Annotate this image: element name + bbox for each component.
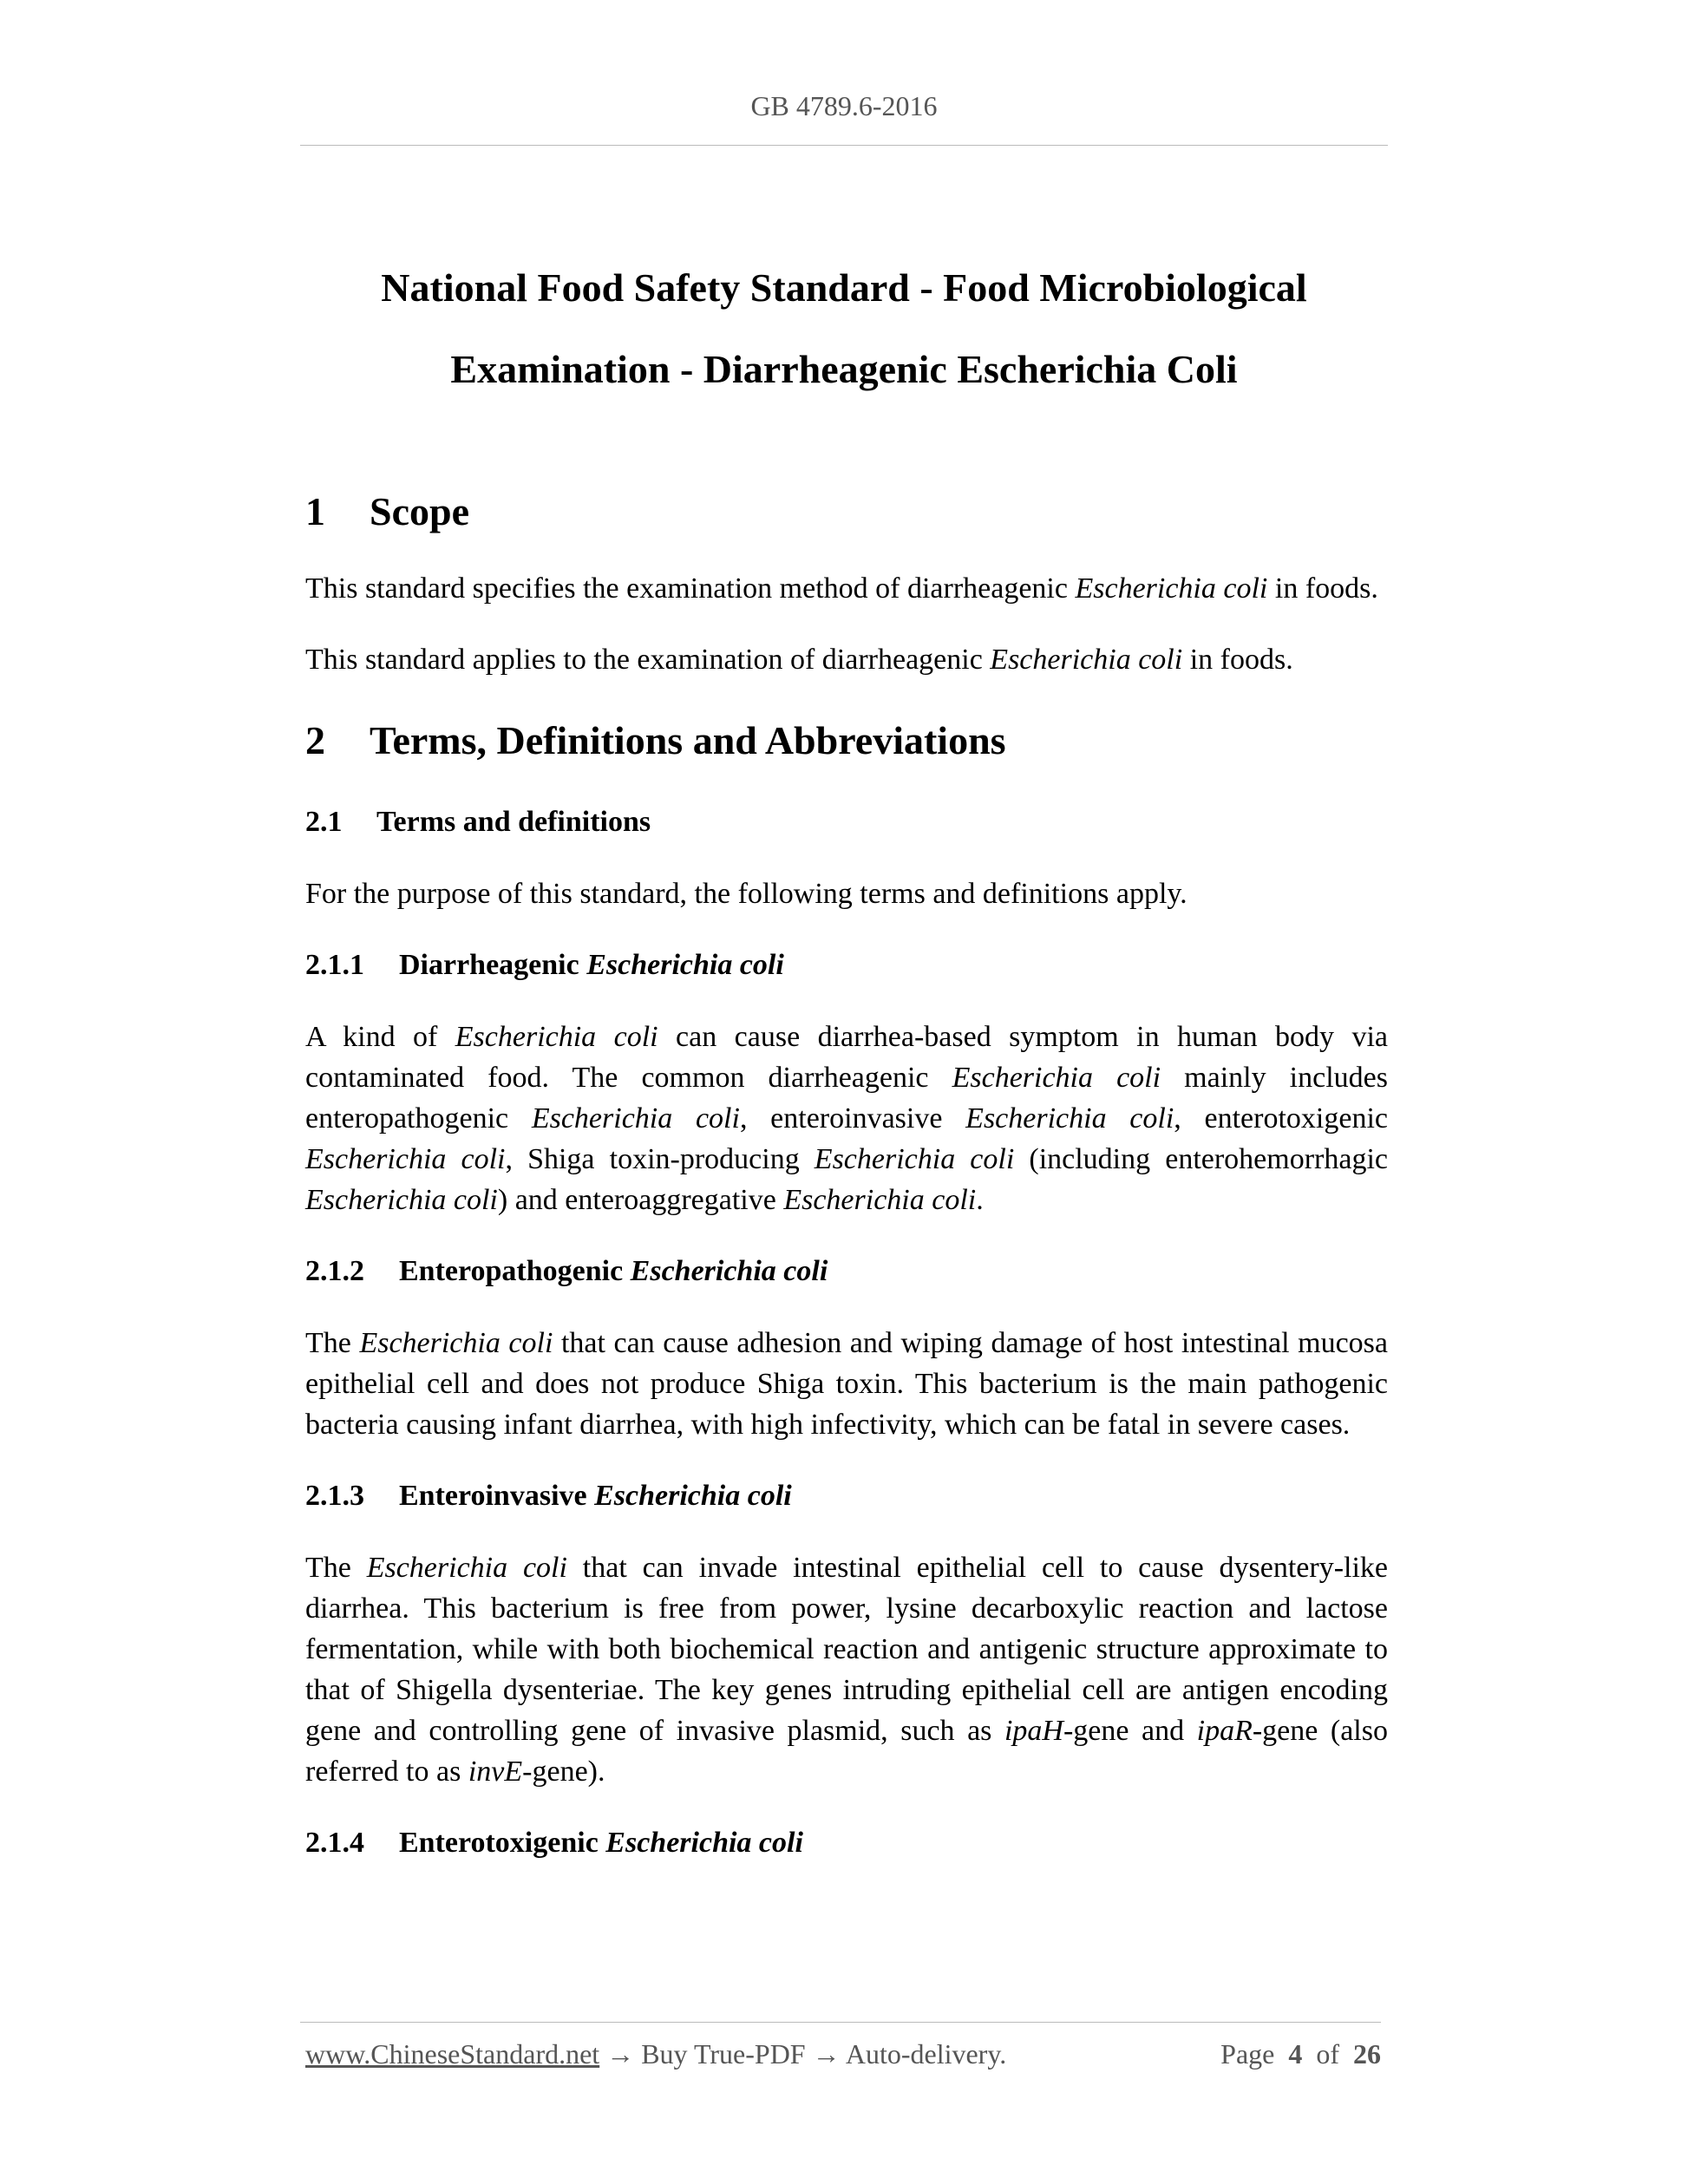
- page-word: Page: [1220, 2038, 1275, 2070]
- document-body: [305, 486, 1388, 1862]
- footer-divider: [300, 2022, 1381, 2023]
- section-2-title: Terms, Definitions and Abbreviations: [370, 718, 1006, 762]
- of-word: of: [1316, 2038, 1339, 2070]
- scope-paragraph-1: This standard specifies the examination method of diarrheagenic Escherichia coli in foods.: [305, 572, 1378, 605]
- term-2-1-3-definition: The Escherichia coli that can invade intestinal epithelial cell to cause dysentery-like diarrhea. This bacterium is free from power, lysine decarboxylic reaction and lactose fermentation, while with both biochemical reaction and antigenic structure approximate to that of Shigella dysenteriae. The key genes intruding epithelial cell are antigen encoding gene and controlling gene of invasive plasmid, such as ipaH-gene and ipaR-gene (also referred to as invE-gene).: [305, 1552, 1389, 1788]
- term-2-1-1-heading: [305, 946, 1388, 984]
- term-2-1-2-number: 2.1.2: [305, 1255, 364, 1287]
- term-2-1-4-number: 2.1.4: [305, 1827, 364, 1859]
- term-2-1-2-definition: The Escherichia coli that can cause adhesion and wiping damage of host intestinal mucosa epithelial cell and does not produce Shiga toxin. This bacterium is the main pathogenic bacteria causing infant diarrhea, with high infectivity, which can be fatal in severe cases.: [305, 1327, 1389, 1441]
- footer-promo: [305, 2038, 1006, 2070]
- term-2-1-3-label: Enteroinvasive Escherichia coli: [399, 1480, 792, 1512]
- terms-intro-paragraph: For the purpose of this standard, the following terms and definitions apply.: [305, 878, 1187, 910]
- term-2-1-1-label: Diarrheagenic Escherichia coli: [399, 949, 784, 981]
- term-2-1-4-label: Enterotoxigenic Escherichia coli: [399, 1827, 803, 1859]
- chinese-standard-link[interactable]: www.ChineseStandard.net: [305, 2038, 600, 2070]
- subsection-2-1-number: 2.1: [305, 806, 343, 838]
- footer-promo-text: → Buy True-PDF → Auto-delivery.: [599, 2038, 1007, 2070]
- section-2-heading: [305, 715, 1388, 767]
- term-2-1-1-number: 2.1.1: [305, 949, 364, 981]
- page-indicator: [1220, 2038, 1381, 2070]
- section-1-heading: [305, 486, 1388, 538]
- title-line-1: National Food Safety Standard - Food Microbiological: [381, 265, 1307, 310]
- section-2-number: 2: [305, 718, 325, 762]
- term-2-1-3-heading: [305, 1477, 1388, 1515]
- page-footer: [305, 2038, 1381, 2070]
- header-divider: [300, 145, 1388, 146]
- document-title: [300, 247, 1388, 410]
- document-header-id: GB 4789.6-2016: [750, 90, 938, 121]
- section-1-number: 1: [305, 489, 325, 533]
- section-1-title: Scope: [370, 489, 469, 533]
- current-page-number: 4: [1288, 2038, 1303, 2070]
- subsection-2-1-heading: [305, 803, 1388, 841]
- term-2-1-4-heading: [305, 1824, 1388, 1862]
- scope-paragraph-2: This standard applies to the examination of diarrheagenic Escherichia coli in foods.: [305, 644, 1293, 676]
- term-2-1-1-definition: A kind of Escherichia coli can cause diarrhea-based symptom in human body via contaminated food. The common diarrheagenic Escherichia coli mainly includes enteropathogenic Escherichia coli, enteroinvasive Escherichia coli, enterotoxigenic Escherichia coli, Shiga toxin-producing Escherichia coli (including enterohemorrhagic Escherichia coli) and enteroaggregative Escherichia coli.: [305, 1021, 1389, 1216]
- total-pages-number: 26: [1353, 2038, 1381, 2070]
- title-line-2: Examination - Diarrheagenic Escherichia Coli: [450, 347, 1238, 391]
- term-2-1-3-number: 2.1.3: [305, 1480, 364, 1512]
- term-2-1-2-label: Enteropathogenic Escherichia coli: [399, 1255, 828, 1287]
- subsection-2-1-title: Terms and definitions: [376, 806, 651, 838]
- term-2-1-2-heading: [305, 1252, 1388, 1291]
